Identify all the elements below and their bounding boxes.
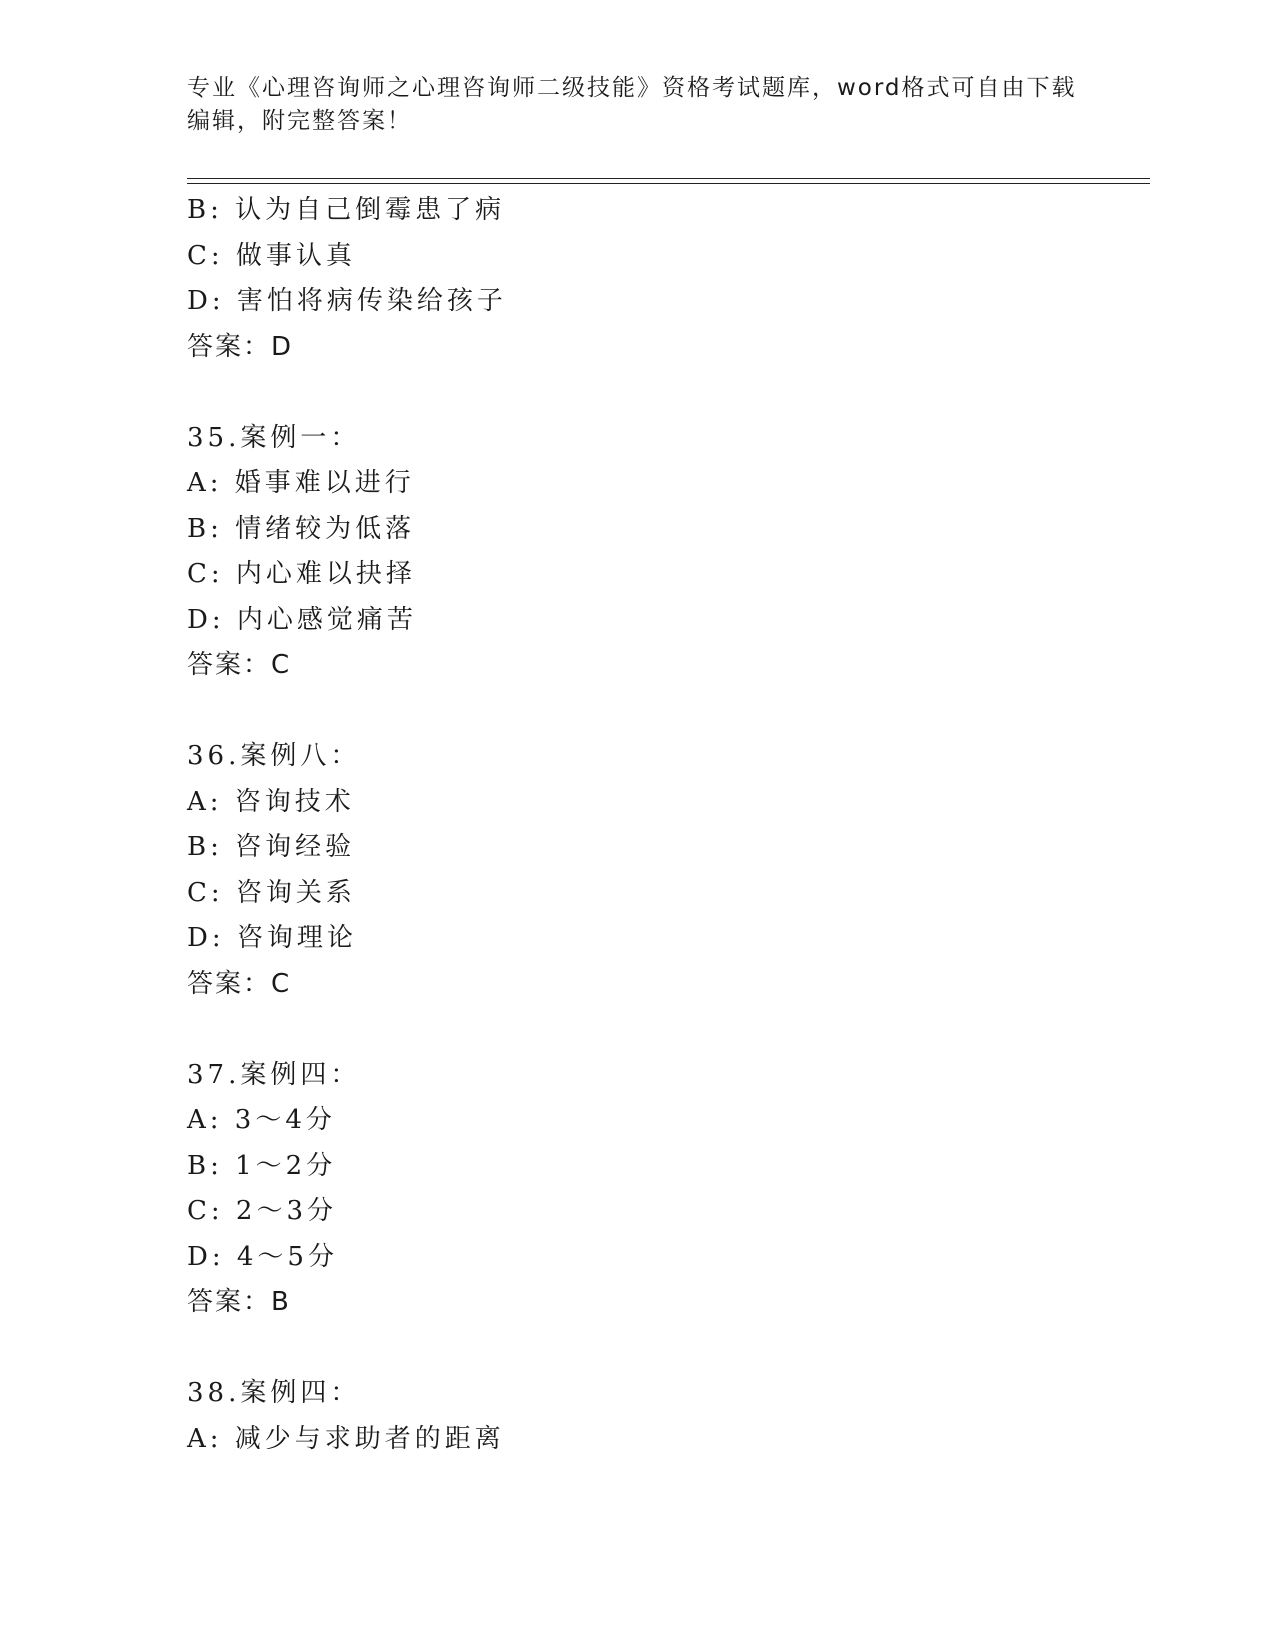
option-a: A: 婚事难以进行 bbox=[187, 468, 415, 498]
question-37 bbox=[187, 1053, 1087, 1326]
question-stem: 36.案例八： bbox=[187, 741, 361, 771]
question-stem: 37.案例四： bbox=[187, 1059, 361, 1090]
answer-line: 答案：C bbox=[187, 968, 292, 999]
option-c: C: 内心难以抉择 bbox=[187, 559, 416, 589]
option-c: C: 做事认真 bbox=[187, 240, 356, 271]
option-b: B: 咨询经验 bbox=[187, 832, 356, 862]
spacer bbox=[187, 689, 1087, 735]
question-34-tail bbox=[187, 188, 1087, 370]
option-b: B: 1～2分 bbox=[187, 1150, 337, 1181]
question-38 bbox=[187, 1371, 1087, 1462]
answer-line: 答案：D bbox=[187, 331, 294, 362]
header-line-2: 编辑，附完整答案！ bbox=[187, 108, 412, 134]
header-divider-top bbox=[187, 178, 1150, 179]
question-list bbox=[187, 188, 1087, 1462]
option-a: A: 咨询技术 bbox=[187, 786, 355, 817]
option-b: B: 情绪较为低落 bbox=[187, 513, 416, 544]
question-stem: 38.案例四： bbox=[187, 1378, 361, 1408]
question-35 bbox=[187, 416, 1087, 689]
option-c: C: 咨询关系 bbox=[187, 877, 356, 908]
answer-line: 答案：C bbox=[187, 650, 292, 680]
option-c: C: 2～3分 bbox=[187, 1196, 338, 1226]
spacer bbox=[187, 370, 1087, 416]
option-d: D: 内心感觉痛苦 bbox=[187, 604, 417, 635]
option-d: D: 4～5分 bbox=[187, 1241, 338, 1272]
question-stem: 35.案例一： bbox=[187, 422, 361, 453]
option-b: B: 认为自己倒霉患了病 bbox=[187, 195, 506, 225]
option-a: A: 减少与求助者的距离 bbox=[187, 1423, 505, 1454]
spacer bbox=[187, 1007, 1087, 1053]
spacer bbox=[187, 1326, 1087, 1372]
option-d: D: 咨询理论 bbox=[187, 923, 357, 953]
header-line-1: 专业《心理咨询师之心理咨询师二级技能》资格考试题库，word格式可自由下载 bbox=[187, 75, 1077, 101]
header-divider-bottom bbox=[187, 183, 1150, 184]
document-header bbox=[187, 72, 1077, 138]
answer-line: 答案：B bbox=[187, 1287, 291, 1317]
option-d: D: 害怕将病传染给孩子 bbox=[187, 286, 507, 316]
option-a: A: 3～4分 bbox=[187, 1105, 336, 1135]
question-36 bbox=[187, 734, 1087, 1007]
